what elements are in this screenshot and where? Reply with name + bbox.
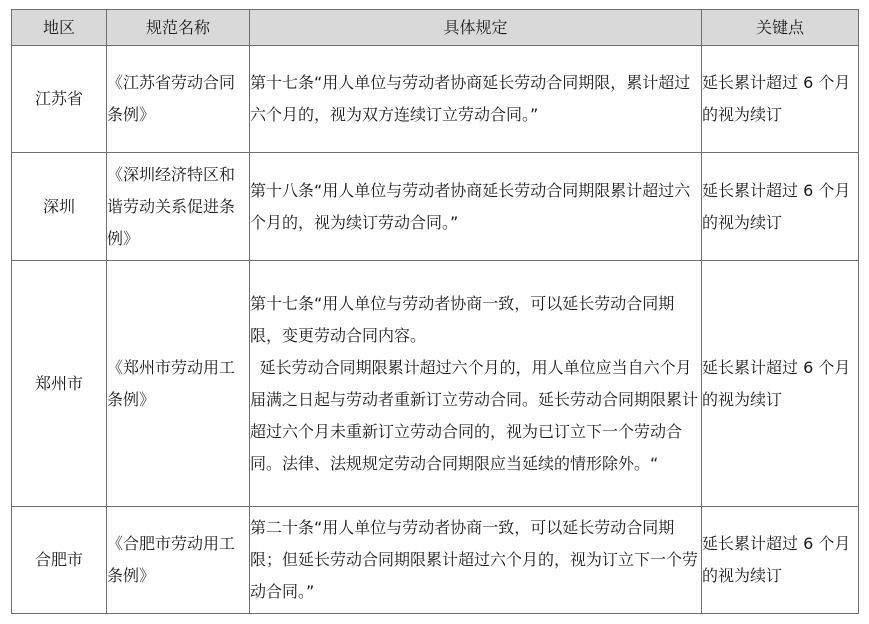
detail-paragraph: 第十七条“用人单位与劳动者协商一致，可以延长劳动合同期限，变更劳动合同内容。: [250, 293, 675, 345]
header-name: 规范名称: [107, 10, 250, 46]
key-point-cell: 延长累计超过 6 个月的视为续订: [702, 507, 859, 614]
table-row: [12, 261, 859, 507]
header-key: 关键点: [702, 10, 859, 46]
detail-cell: [250, 507, 702, 614]
header-region: 地区: [12, 10, 107, 46]
detail-cell: [250, 46, 702, 153]
key-point-cell: 延长累计超过 6 个月的视为续订: [702, 261, 859, 507]
header-detail: 具体规定: [250, 10, 702, 46]
table-row: [12, 153, 859, 261]
detail-cell: [250, 153, 702, 261]
detail-paragraph: 第二十条“用人单位与劳动者协商一致，可以延长劳动合同期限；但延长劳动合同期限累计超过六个月的，视为订立下一个劳动合同。”: [250, 518, 699, 601]
regulation-name-cell: 《深圳经济特区和谐劳动关系促进条例》: [107, 153, 250, 261]
key-point-cell: 延长累计超过 6 个月的视为续订: [702, 46, 859, 153]
region-cell: 合肥市: [12, 507, 107, 614]
regulations-table: [11, 9, 859, 614]
region-cell: 江苏省: [12, 46, 107, 153]
region-cell: 深圳: [12, 153, 107, 261]
header-row: [12, 10, 859, 46]
detail-paragraph: 延长劳动合同期限累计超过六个月的，用人单位应当自六个月届满之日起与劳动者重新订立劳动合同。延长劳动合同期限累计超过六个月未重新订立劳动合同的，视为已订立下一个劳动合同。法律、法规规定劳动合同期限应当延续的情形除外。“: [250, 357, 699, 473]
regulation-name-cell: 《郑州市劳动用工条例》: [107, 261, 250, 507]
regulation-name-cell: 《江苏省劳动合同条例》: [107, 46, 250, 153]
table-row: [12, 46, 859, 153]
detail-cell: [250, 261, 702, 507]
detail-paragraph: 第十八条“用人单位与劳动者协商延长劳动合同期限累计超过六个月的，视为续订劳动合同。”: [250, 180, 691, 232]
table-row: [12, 507, 859, 614]
detail-paragraph: 第十七条“用人单位与劳动者协商延长劳动合同期限，累计超过六个月的，视为双方连续订立劳动合同。”: [250, 73, 691, 124]
regulation-name-cell: 《合肥市劳动用工条例》: [107, 507, 250, 614]
region-cell: 郑州市: [12, 261, 107, 507]
key-point-cell: 延长累计超过 6 个月的视为续订: [702, 153, 859, 261]
